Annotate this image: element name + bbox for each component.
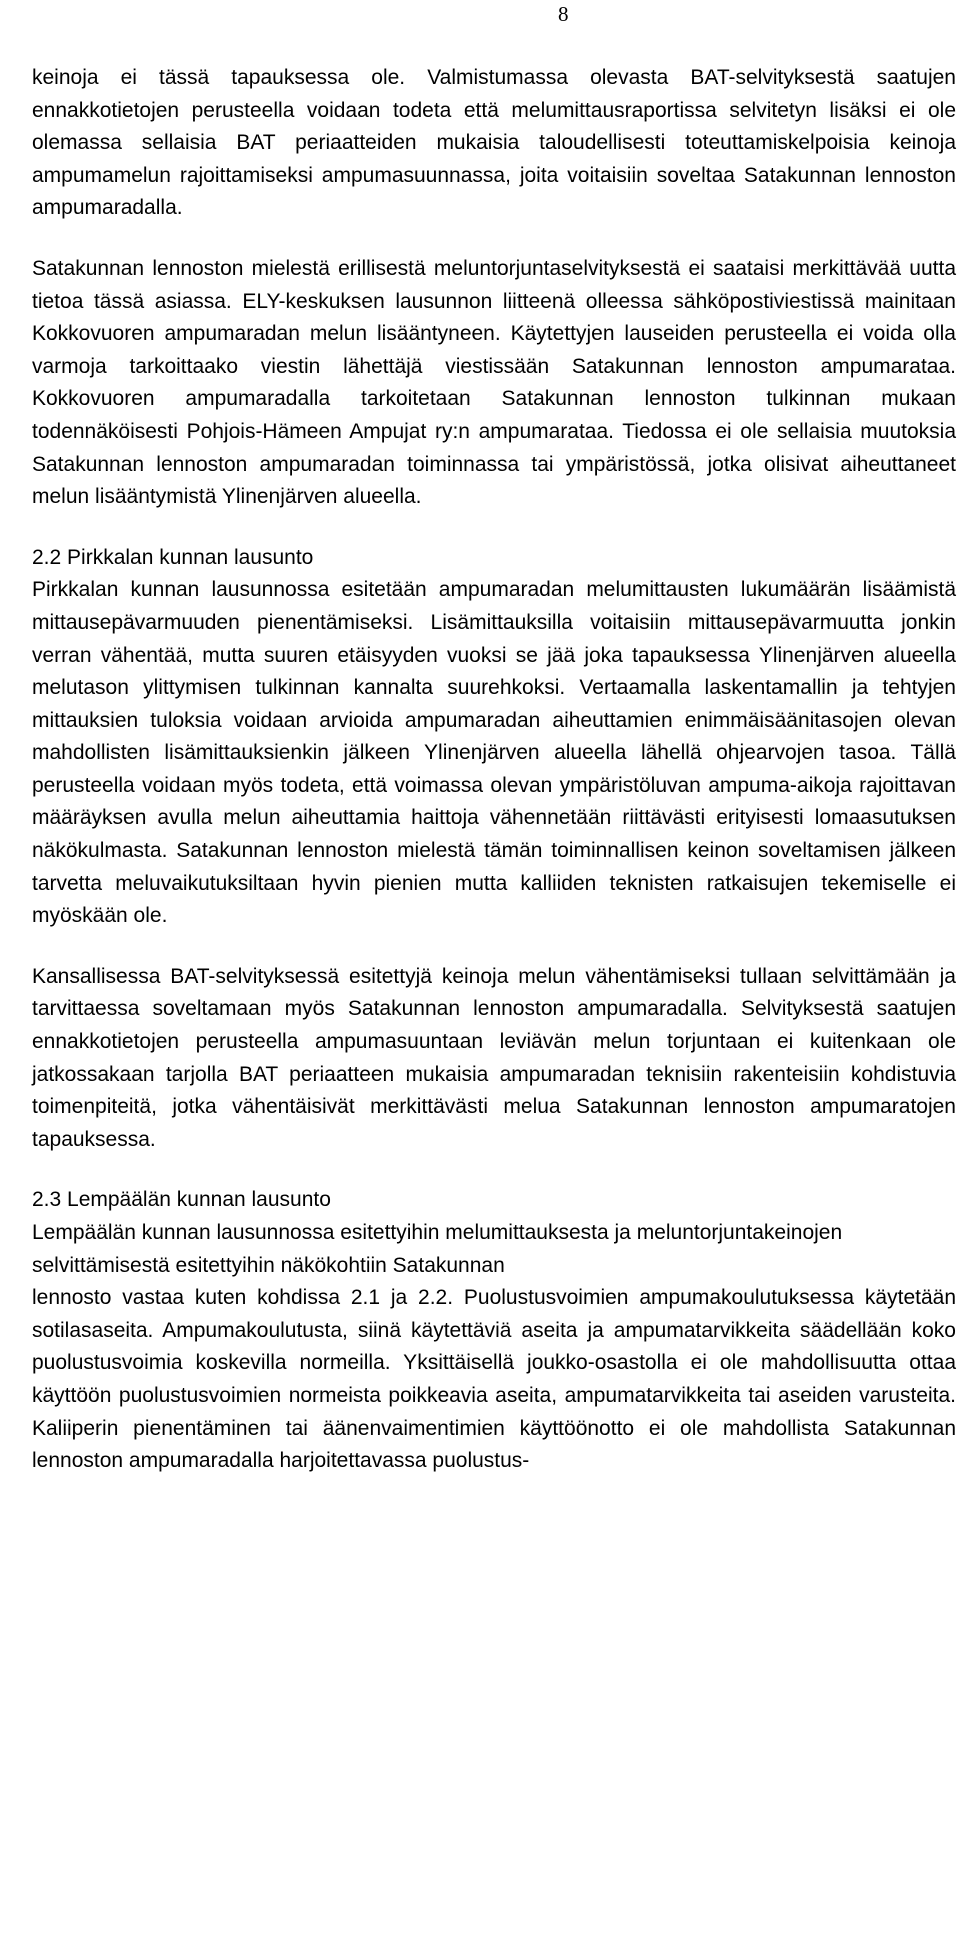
paragraph-lempaala-intro: Lempäälän kunnan lausunnossa esitettyihin melumittauksesta ja meluntorjuntakeinojen selvittämisestä esitettyihin näkökohtiin Satakunnan	[32, 1221, 843, 1277]
paragraph-noise-study: Satakunnan lennoston mielestä erillisestä meluntorjuntaselvityksestä ei saataisi merkittävää uutta tietoa tässä asiassa. ELY-keskuksen lausunnon liitteenä olleessa sähköpostiviestissä mainitaan Kokkovuoren ampumaradan melun lisääntyneen. Käytettyjen lauseiden perusteella ei voida olla varmoja tarkoittaako viestin lähettäjä viestissään Satakunnan lennoston ampumarataa. Kokkovuoren ampumaradalla tarkoitetaan Satakunnan lennoston tulkinnan mukaan todennäköisesti Pohjois-Hämeen Ampujat ry:n ampumarataa. Tiedossa ei ole sellaisia muutoksia Satakunnan lennoston ampumaradan toiminnassa tai ympäristössä, jotka olisivat aiheuttaneet melun lisääntymistä Ylinenjärven alueella.	[32, 256, 956, 509]
paragraph-spacer	[32, 225, 956, 253]
page-number: 8	[558, 2, 569, 26]
paragraph-spacer	[32, 1156, 956, 1184]
document-body	[32, 62, 956, 1478]
section-heading-pirkkala: 2.2 Pirkkalan kunnan lausunto	[32, 545, 314, 569]
paragraph-spacer	[32, 514, 956, 542]
paragraph-pirkkala-statement: Pirkkalan kunnan lausunnossa esitetään ampumaradan melumittausten lukumäärän lisäämistä mittausepävarmuuden pienentämiseksi. Lisämittauksilla voitaisiin mittausepävarmuutta jonkin verran vähentää, mutta suuren etäisyyden vuoksi se jää joka tapauksessa Ylinenjärven alueella melutason ylittymisen tulkinnan kannalta suurehkoksi. Vertaamalla laskentamallin ja tehtyjen mittauksien tuloksia voidaan arvioida ampumaradan aiheuttamien enimmäisäänitasojen olevan mahdollisten lisämittauksienkin jälkeen Ylinenjärven alueella lähellä ohjearvojen tasoa. Tällä perusteella voidaan myös todeta, että voimassa olevan ympäristöluvan ampuma-aikoja rajoittavan määräyksen avulla melun aiheuttamia haittoja vähennetään riittävästi erityisesti lomaasutuksen näkökulmasta. Satakunnan lennoston mielestä tämän toiminnallisen keinon soveltamisen jälkeen tarvetta meluvaikutuksiltaan hyvin pienien mutta kalliiden teknisten ratkaisujen tekemiselle ei myöskään ole.	[32, 578, 956, 928]
paragraph-lempaala-statement: lennosto vastaa kuten kohdissa 2.1 ja 2.2. Puolustusvoimien ampumakoulutuksessa käytetään sotilasaseita. Ampumakoulutusta, siinä käytettäviä aseita ja ampumatarvikkeita säädellään koko puolustusvoimia koskevilla normeilla. Yksittäisellä joukko-osastolla ei ole mahdollisuutta ottaa käyttöön puolustusvoimien normeista poikkeavia aseita, ampumatarvikkeita tai aseiden varusteita. Kaliiperin pienentäminen tai äänenvaimentimien käyttöönotto ei ole mahdollista Satakunnan lennoston ampumaradalla harjoitettavassa puolustus-	[32, 1286, 956, 1473]
paragraph-spacer	[32, 933, 956, 961]
section-heading-lempaala: 2.3 Lempäälän kunnan lausunto	[32, 1188, 331, 1212]
paragraph-bat-survey: keinoja ei tässä tapauksessa ole. Valmistumassa olevasta BAT-selvityksestä saatujen ennakkotietojen perusteella voidaan todeta että melumittausraportissa selvitetyn lisäksi ei ole olemassa sellaisia BAT periaatteiden mukaisia taloudellisesti toteuttamiskelpoisia keinoja ampumamelun rajoittamiseksi ampumasuunnassa, joita voitaisiin soveltaa Satakunnan lennoston ampumaradalla.	[32, 66, 956, 220]
paragraph-national-bat: Kansallisessa BAT-selvityksessä esitettyjä keinoja melun vähentämiseksi tullaan selvittämään ja tarvittaessa soveltamaan myös Satakunnan lennoston ampumaradalla. Selvityksestä saatujen ennakkotietojen perusteella ampumasuuntaan leviävän melun torjuntaan ei kuitenkaan ole jatkossakaan tarjolla BAT periaatteen mukaisia ampumaradan teknisiin rakenteisiin kohdistuvia toimenpiteitä, jotka vähentäisivät merkittävästi melua Satakunnan lennoston ampumaratojen tapauksessa.	[32, 964, 956, 1151]
